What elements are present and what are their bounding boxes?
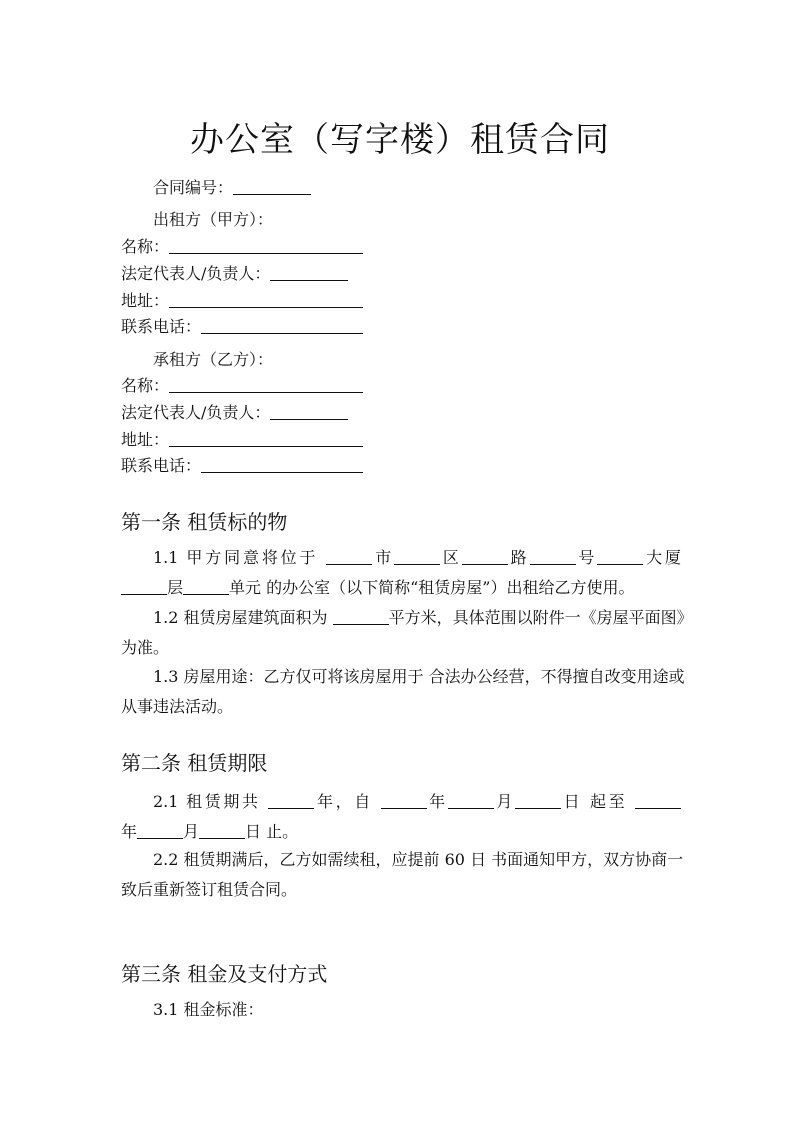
lessor-name-blank xyxy=(169,237,363,254)
lessee-rep-label: 法定代表人/负责人： xyxy=(121,403,271,422)
contract-number-line xyxy=(153,177,311,199)
clause-2-1-line-1 xyxy=(121,787,681,817)
blank xyxy=(326,548,372,565)
lessor-phone-line xyxy=(121,316,363,338)
clause-1-3 xyxy=(121,662,685,722)
blank xyxy=(515,792,561,809)
blank xyxy=(333,608,389,625)
lessor-address-label: 地址： xyxy=(121,291,170,310)
lessee-heading: 承租方（乙方）： xyxy=(153,350,274,369)
lessor-name-line xyxy=(121,236,363,258)
lessee-rep-line xyxy=(121,402,348,424)
clause-2-1-end: 日 止。 xyxy=(245,822,299,841)
lessee-phone-blank xyxy=(201,456,363,473)
clause-1-1-city: 市 xyxy=(372,548,395,567)
lessee-name-line xyxy=(121,375,363,397)
clause-1-1-floor: 层 xyxy=(167,578,184,597)
clause-1-1-line-2 xyxy=(121,573,681,603)
clause-1-2-text-a: 1.2 租赁房屋建筑面积为 xyxy=(153,608,333,627)
lessee-address-blank xyxy=(169,430,363,447)
clause-1-1-text-a: 1.1 甲方同意将位于 xyxy=(153,548,327,567)
clause-1-3-line-1: 1.3 房屋用途：乙方仅可将该房屋用于 合法办公经营，不得擅自改变用途或 xyxy=(153,667,685,686)
clause-1-1 xyxy=(121,543,681,603)
clause-2-1-month-2: 月 xyxy=(183,822,200,841)
clause-2-1-line-2 xyxy=(121,817,681,847)
lessor-phone-label: 联系电话： xyxy=(121,317,202,336)
lessor-rep-blank xyxy=(270,264,348,281)
clause-1-1-line-1 xyxy=(121,543,681,573)
clause-1-1-district: 区 xyxy=(440,548,462,567)
lessee-name-blank xyxy=(169,376,363,393)
lessee-address-line xyxy=(121,429,363,451)
blank xyxy=(530,548,576,565)
clause-2-1-day: 日 起至 xyxy=(561,792,635,811)
clause-2-2 xyxy=(121,845,684,905)
lessee-address-label: 地址： xyxy=(121,430,170,449)
clause-2-1 xyxy=(121,787,681,847)
clause-1-1-building: 大厦 xyxy=(643,548,681,567)
blank xyxy=(268,792,314,809)
blank xyxy=(448,792,494,809)
clause-2-1-year-2: 年 xyxy=(426,792,448,811)
clause-2-1-month: 月 xyxy=(493,792,516,811)
lessee-phone-line xyxy=(121,455,363,477)
blank xyxy=(635,792,681,809)
lessee-phone-label: 联系电话： xyxy=(121,456,202,475)
lessor-phone-blank xyxy=(201,317,363,334)
clause-2-1-year: 年，自 xyxy=(314,792,381,811)
blank xyxy=(381,792,427,809)
lessor-address-blank xyxy=(169,291,363,308)
lessee-rep-blank xyxy=(270,403,348,420)
article-2-heading: 第二条 租赁期限 xyxy=(121,751,268,775)
blank xyxy=(462,548,508,565)
clause-1-2-text-b: 平方米，具体范围以附件一《房屋平面图》 xyxy=(388,608,693,627)
article-3-heading: 第三条 租金及支付方式 xyxy=(121,962,328,986)
clause-1-2 xyxy=(121,603,693,663)
clause-2-2-line-2: 致后重新签订租赁合同。 xyxy=(121,880,298,899)
blank xyxy=(121,578,167,595)
document-title: 办公室（写字楼）租赁合同 xyxy=(190,120,610,160)
blank xyxy=(597,548,643,565)
clause-1-1-road: 路 xyxy=(507,548,530,567)
clause-2-1-year-3: 年 xyxy=(121,822,138,841)
blank xyxy=(137,822,183,839)
clause-3-1: 3.1 租金标准： xyxy=(153,1000,264,1019)
article-1-heading: 第一条 租赁标的物 xyxy=(121,510,288,534)
clause-1-2-line-1 xyxy=(121,603,693,633)
blank xyxy=(183,578,229,595)
clause-2-2-line-1: 2.2 租赁期满后，乙方如需续租，应提前 60 日 书面通知甲方，双方协商一 xyxy=(153,850,684,869)
lessee-name-label: 名称： xyxy=(121,376,170,395)
lessor-address-line xyxy=(121,290,363,312)
clause-1-1-number: 号 xyxy=(575,548,598,567)
clause-1-1-unit: 单元 的办公室（以下简称“租赁房屋”）出租给乙方使用。 xyxy=(229,578,635,597)
lessor-rep-label: 法定代表人/负责人： xyxy=(121,264,271,283)
lessor-heading: 出租方（甲方）： xyxy=(153,210,274,229)
contract-number-blank xyxy=(233,178,311,195)
clause-2-1-text-a: 2.1 租赁期共 xyxy=(153,792,269,811)
blank xyxy=(199,822,245,839)
lessor-rep-line xyxy=(121,263,348,285)
clause-1-2-line-2: 为准。 xyxy=(121,638,170,657)
contract-number-label: 合同编号： xyxy=(153,178,234,197)
lessor-name-label: 名称： xyxy=(121,237,170,256)
clause-1-3-line-2: 从事违法活动。 xyxy=(121,697,234,716)
blank xyxy=(394,548,440,565)
